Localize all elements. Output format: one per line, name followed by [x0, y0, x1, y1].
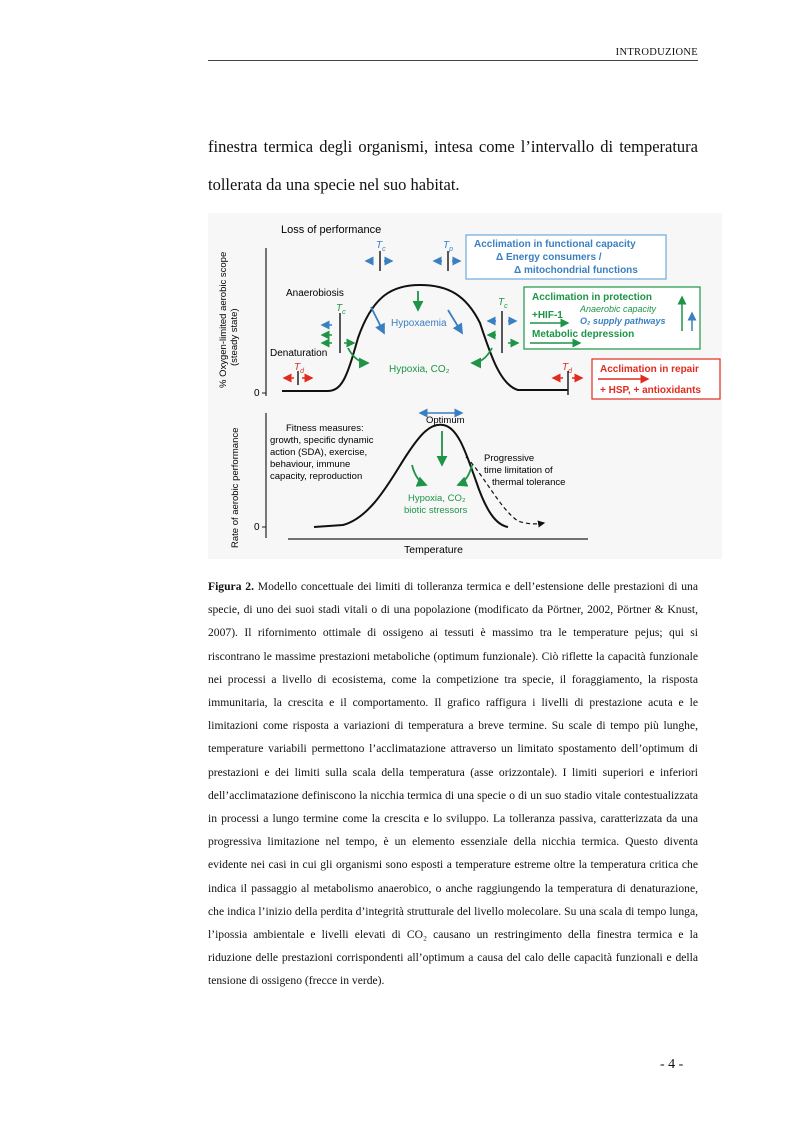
td-right-sub: d — [568, 368, 573, 375]
progressive-line-0: Progressive — [484, 453, 535, 464]
box-protection-metabolic: Metabolic depression — [532, 329, 635, 340]
top-ylabel — [218, 252, 240, 388]
figure-caption — [208, 575, 698, 993]
fitness-line-4: capacity, reproduction — [270, 471, 363, 482]
progressive-line-2: thermal tolerance — [492, 477, 566, 488]
hypoxaemia-arrow-left — [371, 307, 384, 333]
box-functional-line2: Δ mitochondrial functions — [514, 265, 638, 276]
bottom-zero-label: 0 — [254, 522, 260, 533]
progressive-text — [484, 453, 565, 488]
tp-t: T — [443, 240, 450, 251]
page-number: - 4 - — [660, 1057, 684, 1072]
caption-label: Figura 2. — [208, 580, 254, 593]
tc-center-t: T — [376, 240, 383, 251]
bottom-ylabel — [230, 428, 241, 548]
bottom-hypoxia-arrow-left — [412, 465, 426, 485]
box-functional-title: Acclimation in functional capacity — [474, 239, 636, 250]
top-ylabel-line1: % Oxygen-limited aerobic scope — [218, 251, 229, 388]
bottom-hypoxia-line-1: biotic stressors — [404, 505, 468, 516]
tc-right-t: T — [498, 297, 505, 308]
intro-paragraph: finestra termica degli organismi, intesa come l’intervallo di temperatura tollerata da una specie nel suo habitat. — [208, 137, 698, 194]
fitness-line-0: Fitness measures: — [286, 423, 364, 434]
td-left-label — [294, 362, 305, 375]
hypoxaemia-arrow-right — [448, 310, 462, 333]
tc-center-sub: c — [382, 246, 386, 253]
top-panel-title: Loss of performance — [281, 224, 382, 236]
bottom-hypoxia-text — [404, 493, 468, 516]
tc-center-label — [376, 240, 386, 253]
optimum-label: Optimum — [426, 415, 465, 426]
fitness-measures-text — [270, 423, 374, 482]
progressive-line-1: time limitation of — [484, 465, 553, 476]
figure-2 — [208, 213, 722, 559]
top-zero-label: 0 — [254, 388, 260, 399]
tc-right-sub: c — [504, 303, 508, 310]
bottom-ylabel-text: Rate of aerobic performance — [230, 427, 241, 548]
box-protection-anaerobic: Anaerobic capacity — [580, 304, 657, 314]
tc-right-label — [498, 297, 508, 310]
td-left-sub: d — [300, 368, 305, 375]
tc-left-t: T — [336, 303, 343, 314]
box-protection-o2: O₂ supply pathways — [580, 316, 666, 326]
running-header: INTRODUZIONE — [615, 47, 698, 58]
box-repair-title: Acclimation in repair — [600, 364, 699, 375]
denaturation-label: Denaturation — [270, 348, 328, 359]
td-left-t: T — [294, 362, 301, 373]
bottom-hypoxia-line-0: Hypoxia, CO₂ — [408, 493, 466, 504]
box-protection-title: Acclimation in protection — [532, 292, 653, 303]
x-axis-label: Temperature — [404, 544, 463, 556]
tc-left-label — [336, 303, 346, 316]
hypoxia-co2-top-label: Hypoxia, CO₂ — [389, 364, 450, 375]
box-repair-line1: + HSP, + antioxidants — [600, 385, 701, 396]
header-rule — [208, 60, 698, 61]
hypoxaemia-label: Hypoxaemia — [391, 318, 447, 329]
caption-text: Modello concettuale dei limiti di tolleranza termica e dell’estensione delle prestazioni di una specie, di uno dei suoi stadi vitali o di una popolazione (modificato da Pörtner, 2002, Pörtner & Knust, 2007). Il rifornimento ottimale di ossigeno ai tessuti è massimo tra le temperature pejus; qui si riscontrano le massime prestazioni metaboliche (optimum funzionale). Ciò riflette la capacità funzionale nei processi a livello di ecosistema, come la competizione tra specie, il foraggiamento, la risposta immunitaria, la crescita e il comportamento. Il grafico raffigura i livelli di prestazione acuta e le limitazioni come risposta a variazioni di temperatura a breve termine. Su scale di tempo più lunghe, temperature variabili permettono l’acclimatazione attraverso un limitato spostamento dell’optimum di prestazioni e dei limiti sulla scala della temperatura (asse orizzontale). I limiti superiori e inferiori dell’acclimatazione definiscono la nicchia termica di una specie o di un suo stadio vitale contestualizzata in processi a lungo termine come la crescita e lo sviluppo. La tolleranza passiva, caratterizzata da una progressiva limitazione nel tempo, è un elemento essenziale della nicchia termica. Questo diventa evidente nei casi in cui gli organismi sono esposti a temperature estreme oltre la temperatura critica che indica il passaggio al metabolismo anaerobico, o anche raggiungendo la temperatura di denaturazione, che indica l’inizio della perdita d’integrità strutturale del livello molecolare. Su una scala di tempo lunga, l’ipossia ambientale e livelli elevati di CO₂ causano un restringimento della finestra termica e la riduzione delle prestazioni corrispondenti all’optimum a causa del calo delle capacità funzionali e della tensione di ossigeno (frecce in verde). — [208, 580, 698, 988]
fitness-line-3: behaviour, immune — [270, 459, 351, 470]
fitness-line-1: growth, specific dynamic — [270, 435, 374, 446]
tc-left-sub: c — [342, 309, 346, 316]
box-protection-hif: +HIF-1 — [532, 310, 563, 321]
bottom-hypoxia-arrow-right — [458, 465, 472, 485]
box-functional-line1: Δ Energy consumers / — [496, 252, 602, 263]
td-right-t: T — [562, 362, 569, 373]
anaerobiosis-label: Anaerobiosis — [286, 288, 344, 299]
tp-sub: p — [449, 246, 454, 253]
fitness-line-2: action (SDA), exercise, — [270, 447, 368, 458]
top-ylabel-line2: (steady state) — [229, 308, 240, 366]
